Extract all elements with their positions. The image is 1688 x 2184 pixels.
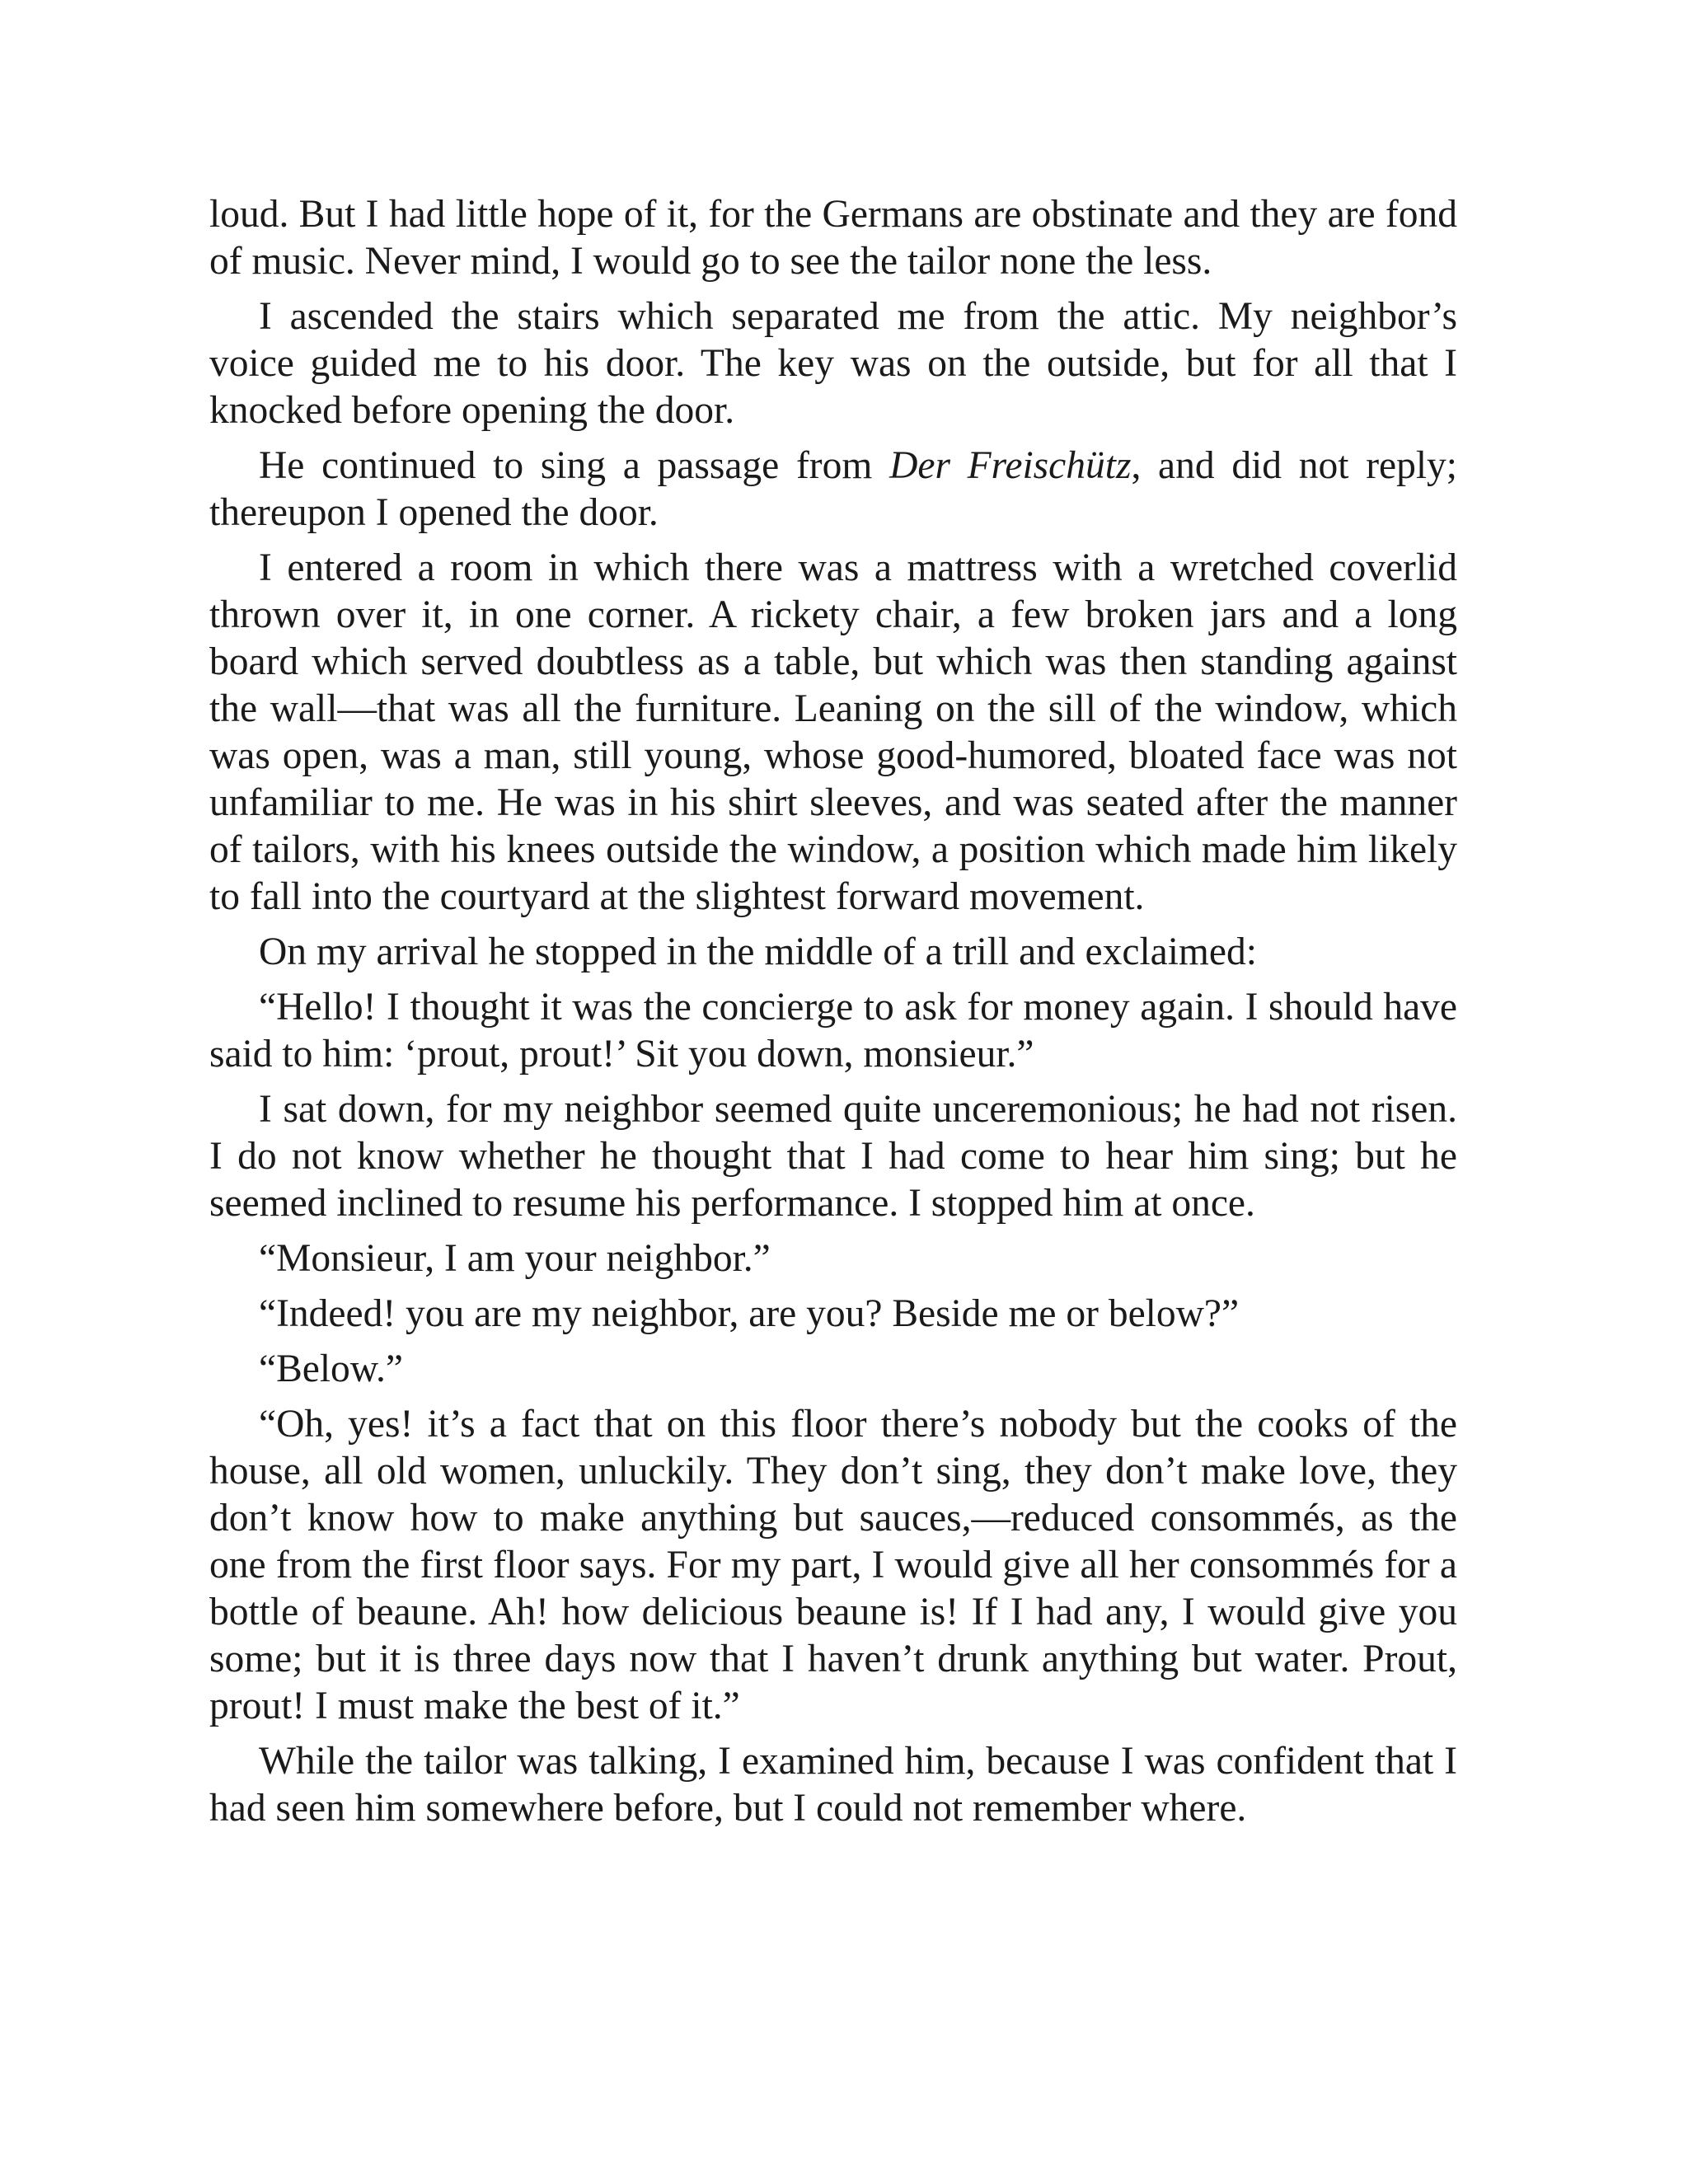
paragraph-2: I ascended the stairs which separated me from the attic. My neighbor’s voice guided me to his door. The key was on the outside, but for all that I knocked before opening the door. xyxy=(209,295,1457,432)
paragraph-3-text-after: , and did not reply; thereupon I opened the door. xyxy=(209,444,1457,534)
paragraph-11: “Oh, yes! it’s a fact that on this floor there’s nobody but the cooks of the house, all old women, unluckily. They don’t sing, they don’t make love, they don’t know how to make anything but sauces,—reduced consommés, as the one from the first floor says. For my part, I would give all her consommés for a bottle of beaune. Ah! how delicious beaune is! If I had any, I would give you some; but it is three days now that I haven’t drunk anything but water. Prout, prout! I must make the best of it.” xyxy=(209,1403,1457,1727)
paragraph-6: “Hello! I thought it was the concierge to ask for money again. I should have said to him: ‘prout, prout!’ Sit you down, monsieur.” xyxy=(209,986,1457,1076)
paragraph-3-text-before: He continued to sing a passage from xyxy=(259,444,890,487)
paragraph-8: “Monsieur, I am your neighbor.” xyxy=(259,1237,771,1280)
paragraph-7: I sat down, for my neighbor seemed quite unceremonious; he had not risen. I do not know whether he thought that I had come to hear him sing; but he seemed inclined to resume his performance. I stopped him at once. xyxy=(209,1088,1457,1225)
paragraph-4: I entered a room in which there was a mattress with a wretched coverlid thrown over it, in one corner. A rickety chair, a few broken jars and a long board which served doubtless as a table, but which was then standing against the wall—that was all the furniture. Leaning on the sill of the window, which was open, was a man, still young, whose good-humored, bloated face was not unfamiliar to me. He was in his shirt sleeves, and was seated after the manner of tailors, with his knees outside the window, a position which made him likely to fall into the courtyard at the slightest forward movement. xyxy=(209,546,1457,918)
opera-title: Der Freischütz xyxy=(889,444,1132,487)
paragraph-3 xyxy=(209,443,1457,537)
paragraph-1: loud. But I had little hope of it, for the Germans are obstinate and they are fond of music. Never mind, I would go to see the tailor none the less. xyxy=(209,193,1457,283)
paragraph-10: “Below.” xyxy=(259,1347,403,1390)
paragraph-12: While the tailor was talking, I examined him, because I was confident that I had seen him somewhere before, but I could not remember where. xyxy=(209,1740,1457,1830)
paragraph-9: “Indeed! you are my neighbor, are you? Beside me or below?” xyxy=(259,1292,1240,1335)
paragraph-5: On my arrival he stopped in the middle of a trill and exclaimed: xyxy=(259,930,1257,973)
book-page xyxy=(209,191,1457,1840)
